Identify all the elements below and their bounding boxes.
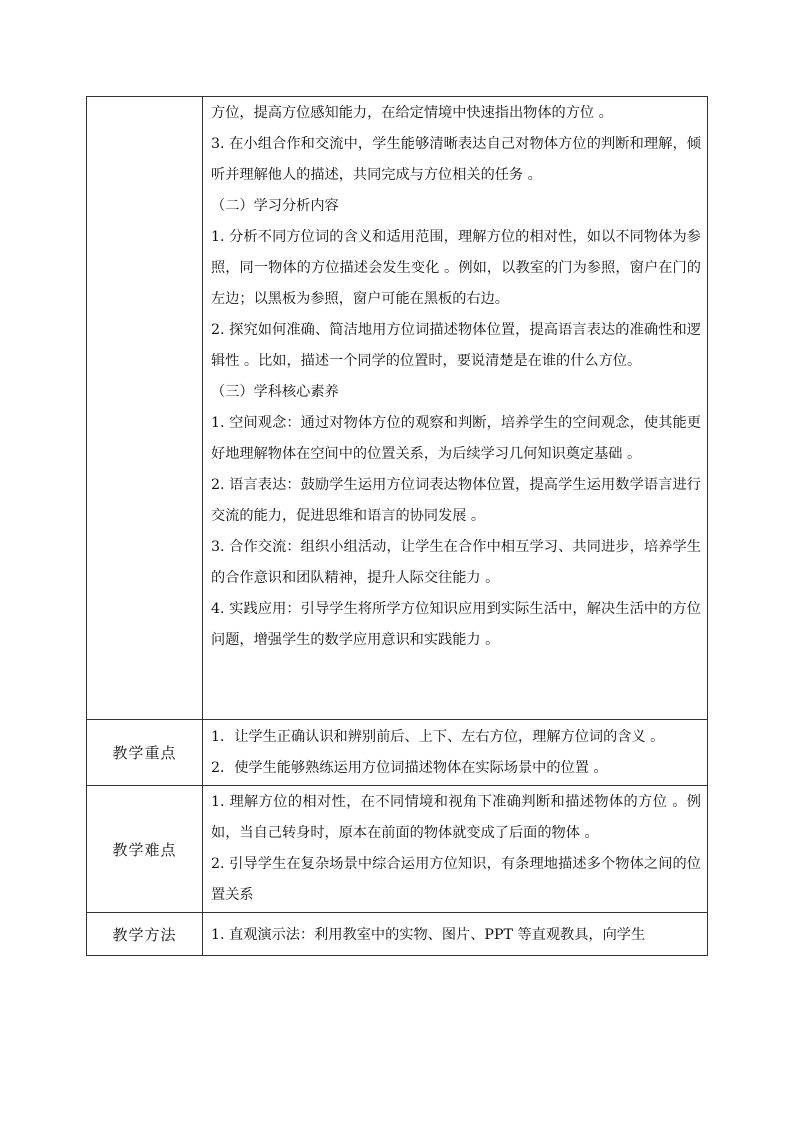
paragraph: 1. 空间观念：通过对物体方位的观察和判断，培养学生的空间观念，使其能更好地理解物体在空间中的位置关系，为后续学习几何知识奠定基础 。 (211, 415, 701, 462)
row-label-methods: 教学方法 (87, 913, 203, 956)
paragraph: 3. 合作交流：组织小组活动，让学生在合作中相互学习、共同进步，培养学生的合作意识和团队精神，提升人际交往能力 。 (211, 539, 701, 586)
table-row (87, 97, 708, 720)
paragraph: 3. 在小组合作和交流中，学生能够清晰表达自己对物体方位的判断和理解，倾听并理解他人的描述，共同完成与方位相关的任务 。 (211, 136, 701, 183)
section-heading: （二）学习分析内容 (211, 198, 339, 214)
key-points-cell (203, 720, 708, 786)
paragraph: 1. 分析不同方位词的含义和适用范围，理解方位的相对性，如以不同物体为参照，同一物体的方位描述会发生变化 。例如，以教室的门为参照，窗户在门的左边；以黑板为参照，窗户可能在黑板的右边。 (211, 229, 701, 307)
paragraph: 2. 探究如何准确、简洁地用方位词描述物体位置，提高语言表达的准确性和逻辑性 。比如，描述一个同学的位置时，要说清楚是在谁的什么方位。 (211, 322, 701, 369)
paragraph: 方位，提高方位感知能力，在给定情境中快速指出物体的方位 。 (211, 105, 613, 121)
paragraph: 4. 实践应用：引导学生将所学方位知识应用到实际生活中，解决生活中的方位问题，增强学生的数学应用意识和实践能力 。 (211, 601, 701, 648)
row-label-key-points: 教学重点 (87, 720, 203, 786)
methods-cell (203, 913, 708, 956)
lesson-plan-table (86, 96, 708, 956)
paragraph: 1. 理解方位的相对性，在不同情境和视角下准确判断和描述物体的方位 。例如，当自己转身时，原本在前面的物体就变成了后面的物体 。 (211, 794, 701, 841)
paragraph: 1．让学生正确认识和辨别前后、上下、左右方位，理解方位词的含义 。 (211, 729, 665, 745)
paragraph: 2. 引导学生在复杂场景中综合运用方位知识，有条理地描述多个物体之间的位置关系 (211, 856, 701, 903)
paragraph: 1. 直观演示法：利用教室中的实物、图片、PPT 等直观教具，向学生 (211, 927, 646, 943)
row-label-difficulties: 教学难点 (87, 786, 203, 913)
objectives-cell (203, 97, 708, 720)
paragraph: 2．使学生能够熟练运用方位词描述物体在实际场景中的位置 。 (211, 760, 608, 776)
difficulties-cell (203, 786, 708, 913)
table-row (87, 913, 708, 956)
section-heading: （三）学科核心素养 (211, 384, 339, 400)
row-label-empty (87, 97, 203, 720)
table-row (87, 720, 708, 786)
table-row (87, 786, 708, 913)
paragraph: 2. 语言表达：鼓励学生运用方位词表达物体位置，提高学生运用数学语言进行交流的能力，促进思维和语言的协同发展 。 (211, 477, 701, 524)
